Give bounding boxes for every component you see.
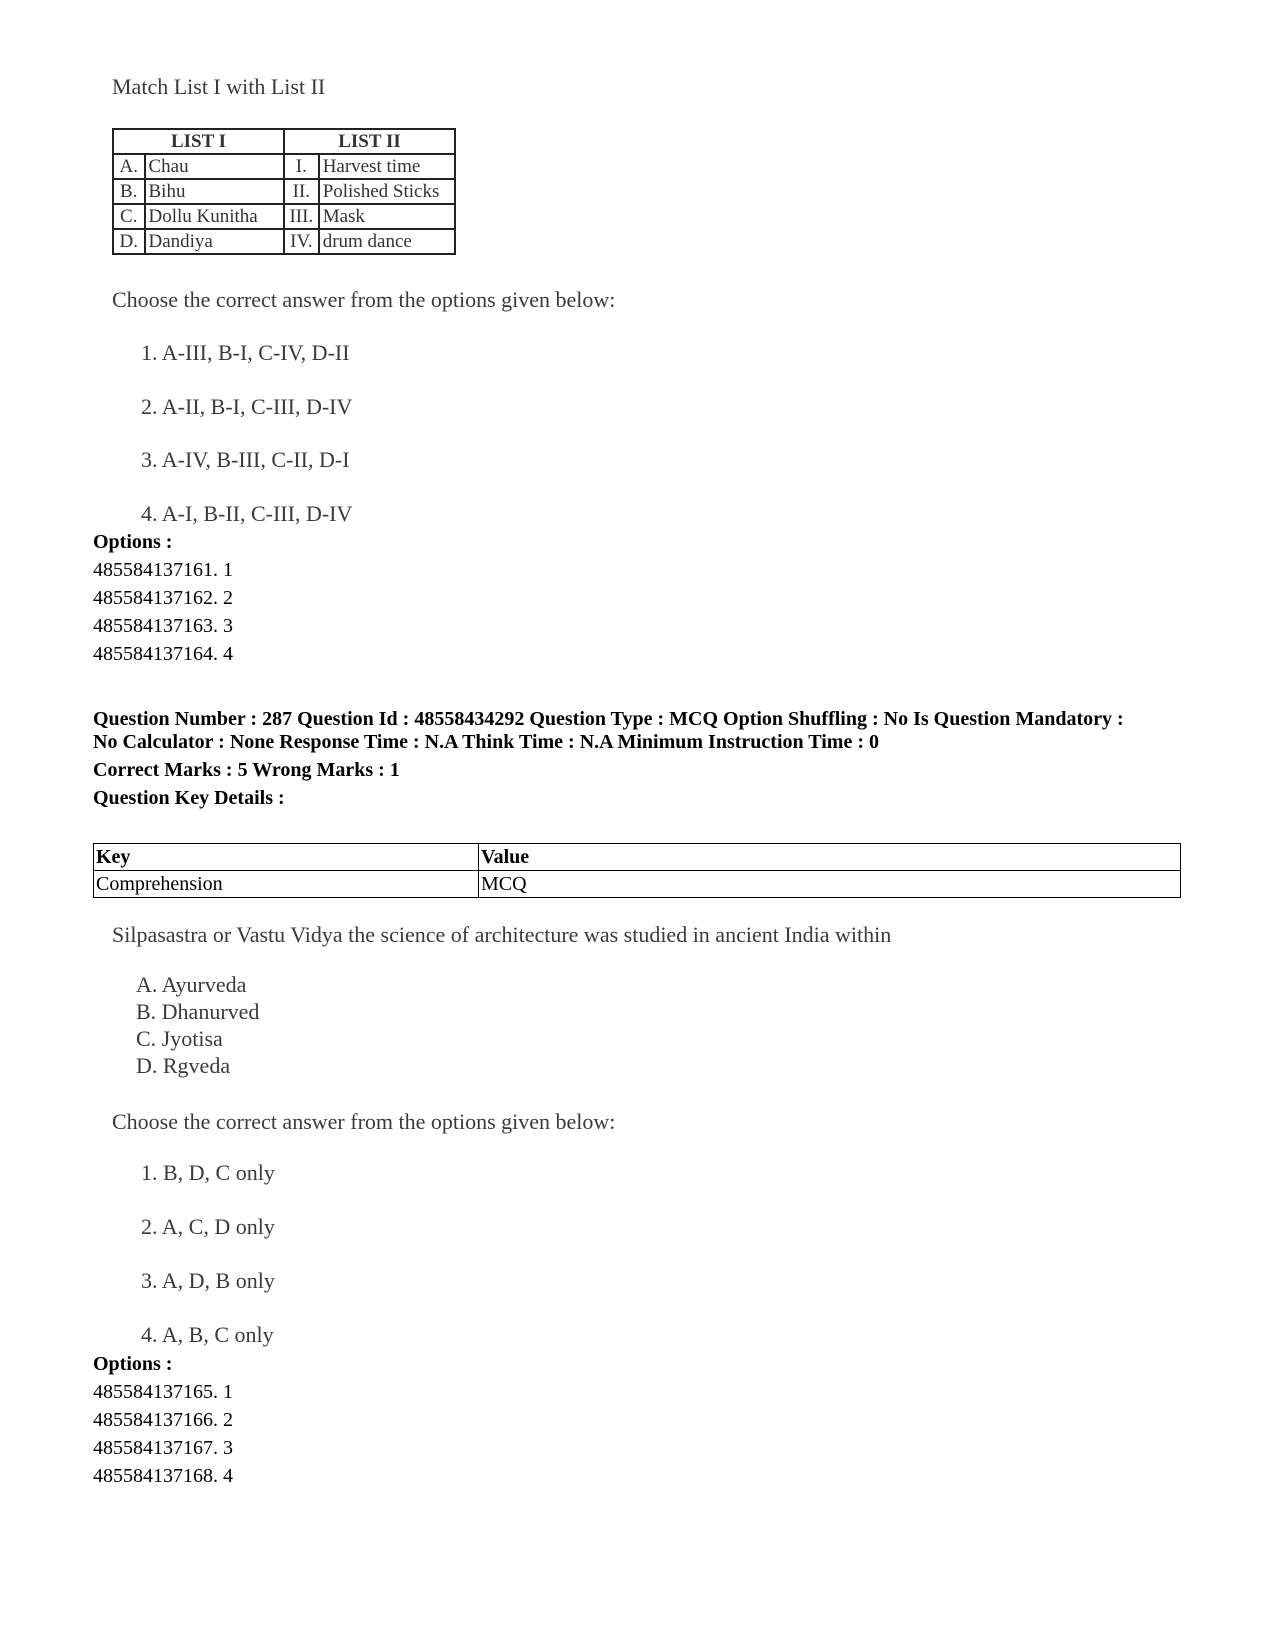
key-table-row	[94, 871, 1181, 898]
list-one-item: Bihu	[145, 179, 285, 204]
list-one-header: LIST I	[113, 129, 284, 154]
answer-choice: 1. A-III, B-I, C-IV, D-II	[141, 340, 350, 365]
answer-choice: 2. A-II, B-I, C-III, D-IV	[141, 394, 353, 419]
match-list-header-row	[113, 129, 455, 154]
list-one-item: Dollu Kunitha	[145, 204, 285, 229]
match-list-row	[113, 154, 455, 179]
list-two-numeral: IV.	[284, 229, 319, 254]
match-list-row	[113, 179, 455, 204]
list-two-numeral: II.	[284, 179, 319, 204]
question-header-line: Question Number : 287 Question Id : 48558434292 Question Type : MCQ Option Shuffling : No Is Question Mandatory :	[93, 708, 1124, 730]
list-one-letter: A.	[113, 154, 145, 179]
key-table-header-row	[94, 844, 1181, 871]
option-id: 485584137162. 2	[93, 587, 233, 609]
statement-item: B. Dhanurved	[136, 999, 260, 1024]
answer-choice: 1. B, D, C only	[141, 1160, 275, 1185]
match-list-row	[113, 229, 455, 254]
list-two-item: Polished Sticks	[319, 179, 455, 204]
key-details-label: Question Key Details :	[93, 787, 285, 809]
key-column-header: Key	[94, 844, 479, 871]
option-id: 485584137167. 3	[93, 1437, 233, 1459]
statement-item: D. Rgveda	[136, 1053, 231, 1078]
match-list-table	[112, 128, 456, 255]
question-header-line: No Calculator : None Response Time : N.A Think Time : N.A Minimum Instruction Time : 0	[93, 731, 879, 753]
list-one-item: Dandiya	[145, 229, 285, 254]
match-list-row	[113, 204, 455, 229]
value-cell: MCQ	[479, 871, 1181, 898]
option-id: 485584137163. 3	[93, 615, 233, 637]
choose-instruction: Choose the correct answer from the options given below:	[112, 287, 616, 312]
option-id: 485584137165. 1	[93, 1381, 233, 1403]
answer-choice: 4. A, B, C only	[141, 1322, 274, 1347]
option-id: 485584137168. 4	[93, 1465, 233, 1487]
answer-choice: 4. A-I, B-II, C-III, D-IV	[141, 501, 353, 526]
option-id: 485584137164. 4	[93, 643, 233, 665]
list-one-item: Chau	[145, 154, 285, 179]
statement-item: C. Jyotisa	[136, 1026, 223, 1051]
key-cell: Comprehension	[94, 871, 479, 898]
match-list-instruction: Match List I with List II	[112, 74, 326, 99]
list-two-item: Mask	[319, 204, 455, 229]
list-two-header: LIST II	[284, 129, 455, 154]
value-column-header: Value	[479, 844, 1181, 871]
choose-instruction: Choose the correct answer from the options given below:	[112, 1109, 616, 1134]
option-id: 485584137166. 2	[93, 1409, 233, 1431]
list-two-item: drum dance	[319, 229, 455, 254]
list-two-numeral: I.	[284, 154, 319, 179]
list-one-letter: B.	[113, 179, 145, 204]
options-label: Options :	[93, 531, 173, 553]
statement-item: A. Ayurveda	[136, 972, 247, 997]
question-key-table	[93, 843, 1181, 898]
question-text: Silpasastra or Vastu Vidya the science of architecture was studied in ancient India within	[112, 922, 892, 947]
answer-choice: 2. A, C, D only	[141, 1214, 275, 1239]
list-one-letter: D.	[113, 229, 145, 254]
list-two-item: Harvest time	[319, 154, 455, 179]
answer-choice: 3. A, D, B only	[141, 1268, 275, 1293]
list-two-numeral: III.	[284, 204, 319, 229]
answer-choice: 3. A-IV, B-III, C-II, D-I	[141, 447, 350, 472]
option-id: 485584137161. 1	[93, 559, 233, 581]
options-label: Options :	[93, 1353, 173, 1375]
marks-line: Correct Marks : 5 Wrong Marks : 1	[93, 759, 400, 781]
list-one-letter: C.	[113, 204, 145, 229]
